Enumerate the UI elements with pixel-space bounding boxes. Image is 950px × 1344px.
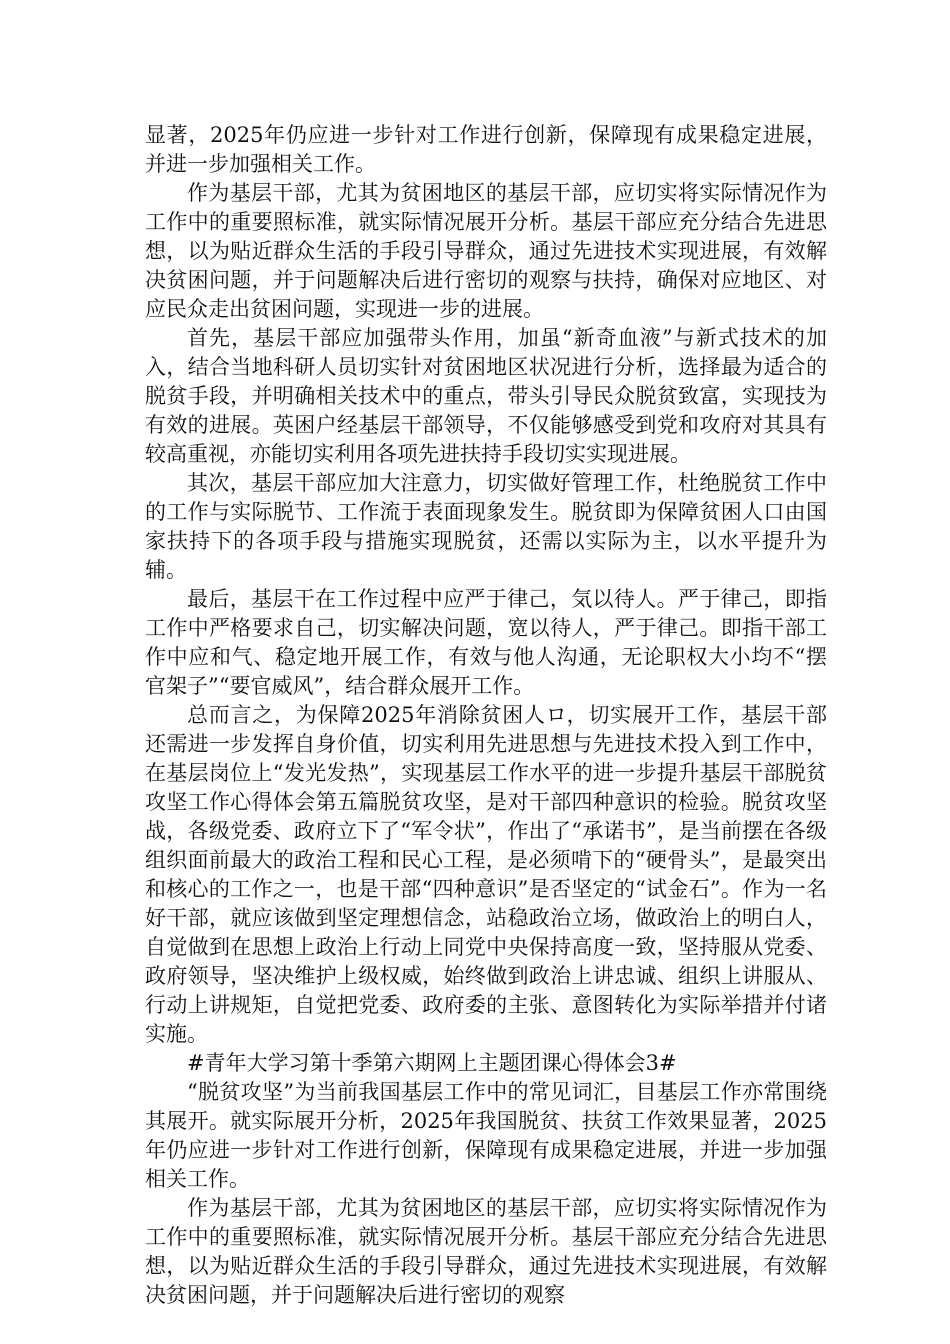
document-body xyxy=(145,121,827,1310)
section-heading: #青年大学习第十季第六期网上主题团课心得体会3# xyxy=(187,1051,677,1075)
paragraph-finally: 最后，基层干在工作过程中应严于律己，気以待人。严于律己，即指工作中严格要求自己，切实解决问题，宽以待人，严于律己。即指干部工作中应和气、稳定地开展工作，有效与他人沟通，无论职权大小均不“摆官架子”“要官威风”，结合群众展开工作。 xyxy=(145,587,827,698)
paragraph-grassroots-role: 作为基层干部，尤其为贫困地区的基层干部，应切实将实际情况作为工作中的重要照标准，就实际情况展开分析。基层干部应充分结合先进思想，以为贴近群众生活的手段引导群众，通过先进技术实现进展，有效解决贫困问题，并于问题解决后进行密切的观察与扶持，确保对应地区、对应民众走出贫困问题，实现进一步的进展。 xyxy=(145,181,827,321)
paragraph-first: 首先，基层干部应加强带头作用，加虽“新奇血液”与新式技术的加入，结合当地科研人员切实针对贫困地区状况进行分析，选择最为适合的脱贫手段，并明确相关技术中的重点，带头引导民众脱贫致富，实现技为有效的进展。英困户经基层干部领导，不仅能够感受到党和攻府对其具有较高重视，亦能切实利用各项先进扶持手段切实实现进展。 xyxy=(145,326,827,466)
paragraph-continuation: 显著，2025年仍应进一步针对工作进行创新，保障现有成果稳定进展，并进一步加强相关工作。 xyxy=(145,123,827,176)
paragraph-poverty-alleviation: “脱贫攻坚”为当前我国基层工作中的常见词汇，目基层工作亦常围绕其展开。就实际展开分析，2025年我国脱贫、扶贫工作效果显著，2025年仍应进一步针对工作进行创新，保障现有成果稳定进展，并进一步加强相关工作。 xyxy=(145,1080,827,1191)
paragraph-grassroots-role-repeat: 作为基层干部，尤其为贫困地区的基层干部，应切实将实际情况作为工作中的重要照标准，就实际情况展开分析。基层干部应充分结合先进思想，以为贴近群众生活的手段引导群众，通过先进技术实现进展，有效解决贫困问题，并于问题解决后进行密切的观察 xyxy=(145,1196,827,1307)
paragraph-second: 其次，基层干部应加大注意力，切实做好管理工作，杜绝脱贫工作中的工作与实际脱节、工作流于表面现象发生。脱贫即为保障贫困人口由国家扶持下的各项手段与措施实现脱贫，还需以实际为主，以水平提升为辅。 xyxy=(145,471,827,582)
paragraph-conclusion: 总而言之，为保障2025年消除贫困人ロ，切实展开工作，基层干部还需进一步发挥自身价值，切实利用先进思想与先进技术投入到工作中，在基层岗位上“发光发热”，实现基层工作水平的进一步提升基层干部脱贫攻坚工作心得体会第五篇脱贫攻坚，是对干部四种意识的检验。脱贫攻坚战，各级党委、政府立下了“军令状”，作出了“承诺书”，是当前摆在各级组织面前最大的政治工程和民心工程，是必须啃下的“硬骨头”，是最突出和核心的工作之一，也是干部“四种意识”是否坚定的“试金石”。作为一名好干部，就应该做到坚定理想信念，站稳政治立场，做政治上的明白人，自觉做到在思想上政治上行动上同党中央保持高度一致，坚持服从党委、政府领导，坚决维护上级权威，始终做到政治上讲忠诚、组织上讲服从、行动上讲规矩，自觉把党委、政府委的主张、意图转化为实际举措并付诸实施。 xyxy=(145,703,827,1046)
